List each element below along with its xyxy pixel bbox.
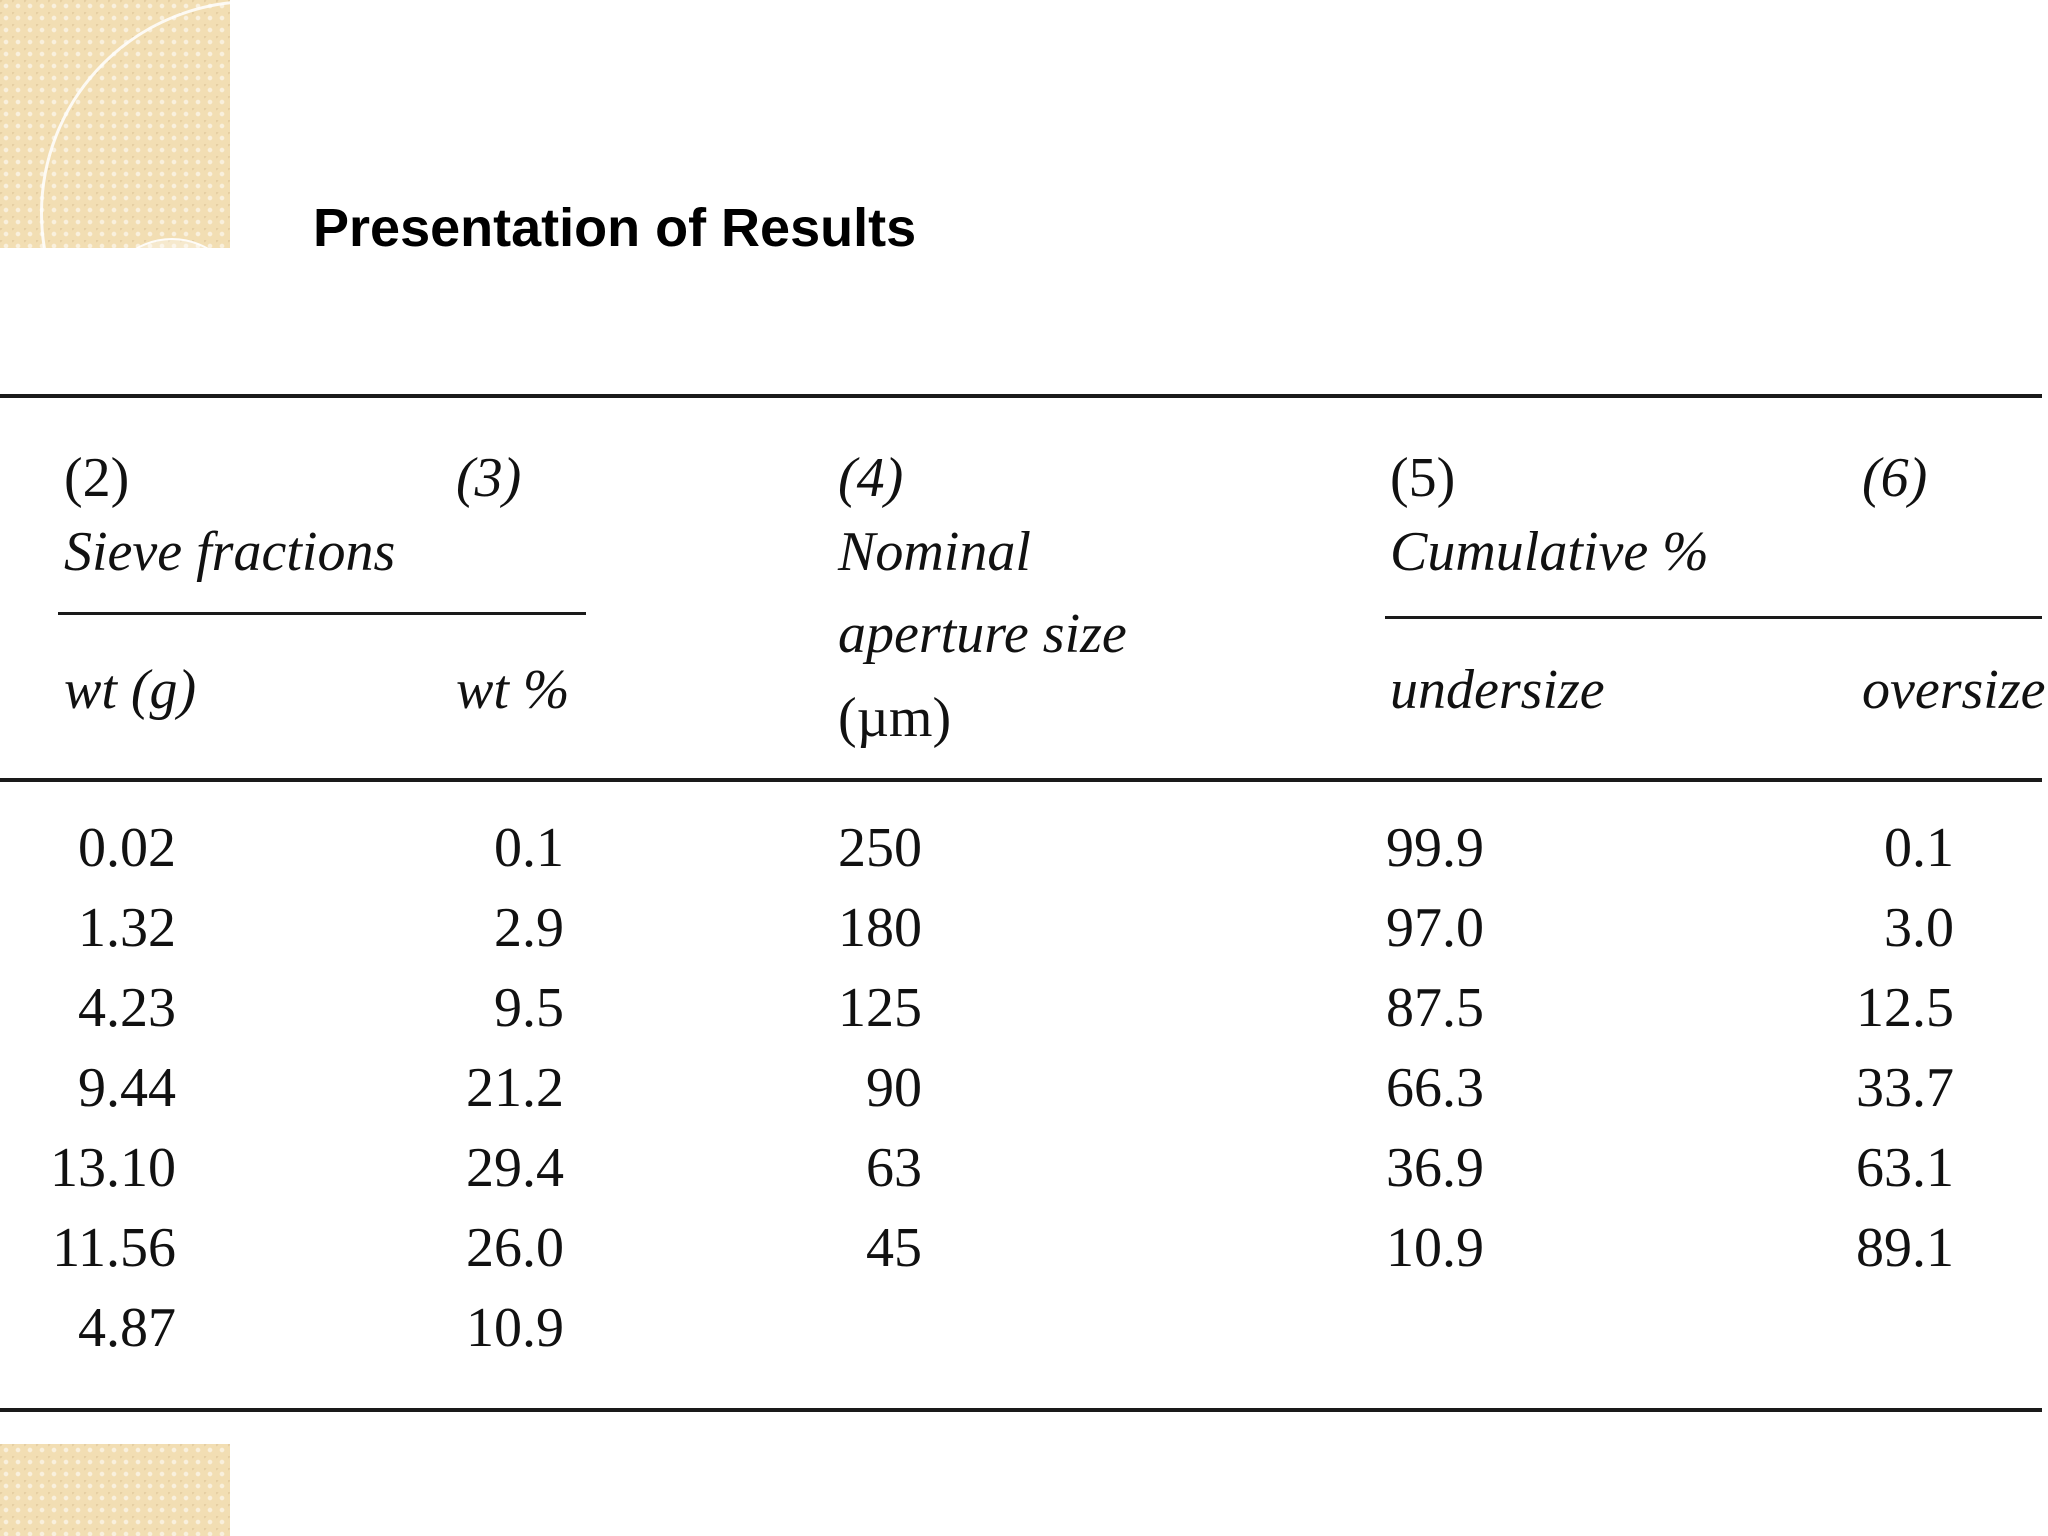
subheader-wt-g: wt (g) xyxy=(64,659,197,721)
table-cell-aperture: 90 xyxy=(866,1057,922,1119)
subheader-oversize: oversize xyxy=(1862,659,2046,721)
table-cell-wt-g: 0.02 xyxy=(78,817,176,879)
subheader-wt-pct: wt % xyxy=(456,659,570,721)
table-cell-oversize: 89.1 xyxy=(1856,1217,1954,1279)
table-top-rule xyxy=(0,394,2042,398)
subheader-undersize: undersize xyxy=(1390,659,1605,721)
table-cell-undersize: 66.3 xyxy=(1386,1057,1484,1119)
table-cell-wt-pct: 9.5 xyxy=(494,977,564,1039)
table-cell-wt-pct: 10.9 xyxy=(466,1297,564,1359)
header-micrometre-unit: (µm) xyxy=(838,687,952,749)
col-number-5: (5) xyxy=(1390,447,1456,509)
decorative-corner-top xyxy=(0,0,230,248)
table-cell-wt-pct: 26.0 xyxy=(466,1217,564,1279)
decorative-corner-bottom xyxy=(0,1444,230,1536)
table-cell-aperture: 45 xyxy=(866,1217,922,1279)
table-cell-undersize: 10.9 xyxy=(1386,1217,1484,1279)
table-cell-wt-g: 9.44 xyxy=(78,1057,176,1119)
table-cell-undersize: 36.9 xyxy=(1386,1137,1484,1199)
sieve-fractions-rule xyxy=(58,612,586,615)
table-cell-oversize: 0.1 xyxy=(1884,817,1954,879)
header-bottom-rule xyxy=(0,778,2042,782)
table-bottom-rule xyxy=(0,1408,2042,1412)
col-number-4: (4) xyxy=(838,447,904,509)
table-cell-wt-g: 11.56 xyxy=(52,1217,176,1279)
col-number-6: (6) xyxy=(1862,447,1928,509)
table-cell-aperture: 250 xyxy=(838,817,922,879)
table-cell-undersize: 99.9 xyxy=(1386,817,1484,879)
header-cumulative: Cumulative % xyxy=(1390,521,1709,583)
header-nominal: Nominal xyxy=(838,521,1031,583)
table-cell-oversize: 63.1 xyxy=(1856,1137,1954,1199)
table-cell-wt-g: 4.23 xyxy=(78,977,176,1039)
table-cell-wt-g: 13.10 xyxy=(50,1137,176,1199)
table-cell-oversize: 3.0 xyxy=(1884,897,1954,959)
table-cell-oversize: 33.7 xyxy=(1856,1057,1954,1119)
col-number-2: (2) xyxy=(64,447,130,509)
table-cell-oversize: 12.5 xyxy=(1856,977,1954,1039)
header-aperture-size: aperture size xyxy=(838,603,1127,665)
table-cell-wt-pct: 29.4 xyxy=(466,1137,564,1199)
cumulative-rule xyxy=(1385,616,2042,619)
table-cell-aperture: 180 xyxy=(838,897,922,959)
table-cell-wt-g: 4.87 xyxy=(78,1297,176,1359)
col-number-3: (3) xyxy=(456,447,522,509)
slide-title: Presentation of Results xyxy=(313,198,917,248)
table-cell-wt-g: 1.32 xyxy=(78,897,176,959)
table-cell-aperture: 63 xyxy=(866,1137,922,1199)
table-cell-undersize: 97.0 xyxy=(1386,897,1484,959)
header-sieve-fractions: Sieve fractions xyxy=(64,521,396,583)
table-cell-wt-pct: 0.1 xyxy=(494,817,564,879)
table-cell-aperture: 125 xyxy=(838,977,922,1039)
table-cell-undersize: 87.5 xyxy=(1386,977,1484,1039)
decorative-arc xyxy=(40,0,230,248)
table-cell-wt-pct: 21.2 xyxy=(466,1057,564,1119)
table-cell-wt-pct: 2.9 xyxy=(494,897,564,959)
